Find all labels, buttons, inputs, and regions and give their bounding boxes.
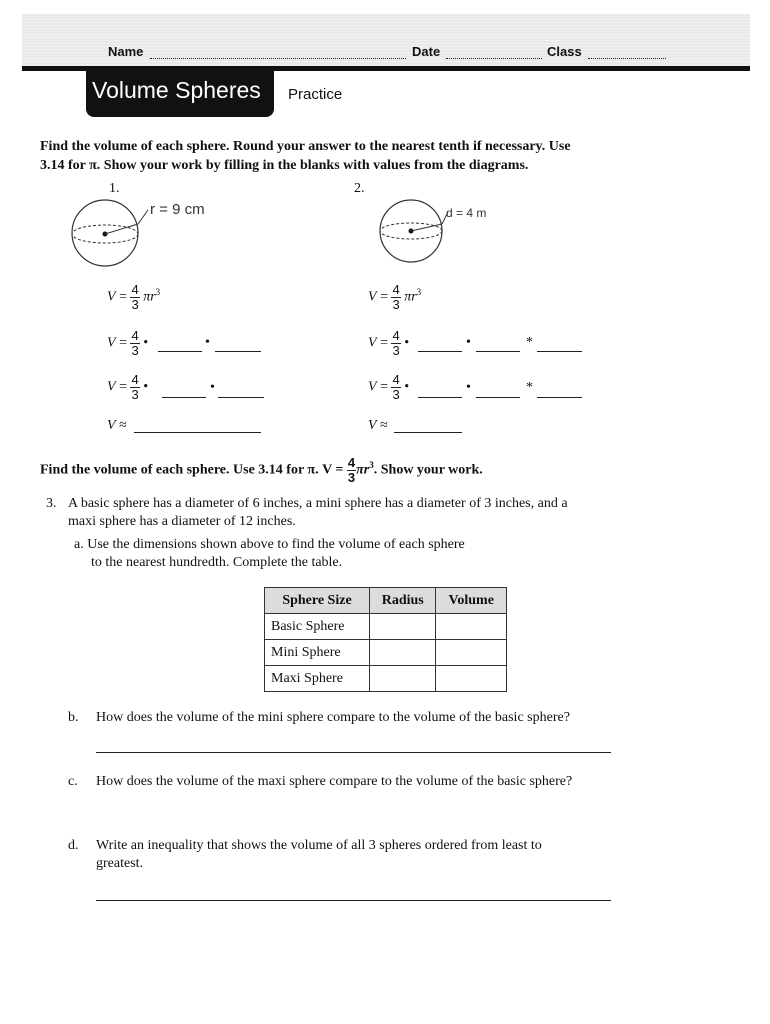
table-row (265, 614, 507, 640)
volume-cell[interactable] (436, 666, 507, 692)
p2-blank-1b[interactable] (476, 337, 520, 352)
qa-line-1: a. Use the dimensions shown above to find the volume of each sphere (74, 537, 465, 552)
instruction-line-2: 3.14 for π. Show your work by filling in the blanks with values from the diagrams. (40, 158, 529, 173)
row-label: Mini Sphere (265, 640, 370, 666)
qc-text: How does the volume of the maxi sphere compare to the volume of the basic sphere? (96, 774, 573, 789)
radius-cell[interactable] (370, 640, 436, 666)
row-label: Maxi Sphere (265, 666, 370, 692)
p2-dot-2: • (466, 380, 471, 395)
p2-step-row: V = $\frac{4}{3}$ • (368, 328, 410, 358)
date-label: Date (412, 44, 441, 59)
p2-result-row: V ≈ (368, 418, 388, 433)
sphere-1-label: r = 9 cm (150, 201, 205, 218)
p1-dot: • (205, 335, 210, 350)
p1-formula-row: V = $\frac{4}{3}$ $\pi r^3$ (107, 282, 161, 312)
p2-blank-2a[interactable] (418, 383, 462, 398)
table-row (265, 640, 507, 666)
qc-label: c. (68, 774, 78, 789)
row-label: Basic Sphere (265, 614, 370, 640)
section2-instructions: Find the volume of each sphere. Use 3.14 for π. V = $\frac{4}{3}$ $\pi r^3$. Show your work. (40, 455, 483, 485)
table-header-row (265, 588, 507, 614)
p1-result-row: V ≈ (107, 418, 127, 433)
q3-line-2: maxi sphere has a diameter of 12 inches. (68, 514, 296, 529)
q3-line-1: A basic sphere has a diameter of 6 inches, a mini sphere has a diameter of 3 inches, and a (68, 496, 568, 511)
header-sphere-size: Sphere Size (265, 588, 370, 614)
header-volume: Volume (436, 588, 507, 614)
fraction-4-3: $\frac{4}{3}$ (131, 282, 139, 312)
p1-blank-1a[interactable] (158, 337, 202, 352)
p1-blank-2a[interactable] (162, 383, 206, 398)
page-subtitle: Practice (288, 86, 343, 103)
qb-answer-line[interactable] (96, 752, 611, 753)
name-label: Name (108, 44, 144, 59)
p1-step-row: V = $\frac{4}{3}$ • (107, 328, 149, 358)
equals: = (119, 289, 127, 305)
sphere-size-table (264, 587, 507, 692)
pi-r: πr (143, 289, 156, 305)
section2-prefix: Find the volume of each sphere. Use 3.14 for π. V = (40, 462, 344, 478)
name-field[interactable] (150, 46, 406, 59)
p1-answer-blank[interactable] (134, 418, 261, 433)
date-field[interactable] (446, 46, 542, 59)
qb-text: How does the volume of the mini sphere compare to the volume of the basic sphere? (96, 710, 570, 725)
p2-star: * (526, 335, 533, 350)
p2-step2-row: V = $\frac{4}{3}$ • (368, 372, 410, 402)
p1-blank-2b[interactable] (218, 383, 264, 398)
qa-line-2: to the nearest hundredth. Complete the table. (91, 555, 343, 570)
qd-answer-line[interactable] (96, 900, 611, 901)
problem-1-number: 1. (109, 181, 120, 196)
p2-blank-1c[interactable] (537, 337, 582, 352)
radius-cell[interactable] (370, 666, 436, 692)
p2-star-2: * (526, 380, 533, 395)
p2-blank-1a[interactable] (418, 337, 462, 352)
instruction-line-1: Find the volume of each sphere. Round your answer to the nearest tenth if necessary. Use (40, 139, 571, 154)
table-row (265, 666, 507, 692)
header-band (22, 14, 750, 68)
p2-blank-2b[interactable] (476, 383, 520, 398)
section2-fraction: $\frac{4}{3}$ (347, 455, 356, 485)
p2-answer-blank[interactable] (394, 418, 462, 433)
qb-label: b. (68, 710, 79, 725)
var-v: V (107, 289, 116, 305)
p2-formula-row: V = $\frac{4}{3}$ $\pi r^3$ (368, 282, 422, 312)
p1-step2-row: V = $\frac{4}{3}$ • (107, 372, 149, 402)
qd-line-1: Write an inequality that shows the volume of all 3 spheres ordered from least to (96, 838, 542, 853)
qd-line-2: greatest. (96, 856, 144, 871)
p1-blank-1b[interactable] (215, 337, 261, 352)
volume-cell[interactable] (436, 614, 507, 640)
p2-blank-2c[interactable] (537, 383, 582, 398)
radius-cell[interactable] (370, 614, 436, 640)
page-title: Volume Spheres (92, 77, 261, 103)
sphere-2-label: d = 4 m (446, 206, 487, 220)
header-radius: Radius (370, 588, 436, 614)
volume-cell[interactable] (436, 640, 507, 666)
qd-label: d. (68, 838, 79, 853)
section1-instructions (40, 137, 740, 175)
problem-2-number: 2. (354, 181, 365, 196)
class-field[interactable] (588, 46, 666, 59)
q3-number: 3. (46, 496, 57, 511)
p1-dot-2: • (210, 380, 215, 395)
p2-dot: • (466, 335, 471, 350)
class-label: Class (547, 44, 582, 59)
